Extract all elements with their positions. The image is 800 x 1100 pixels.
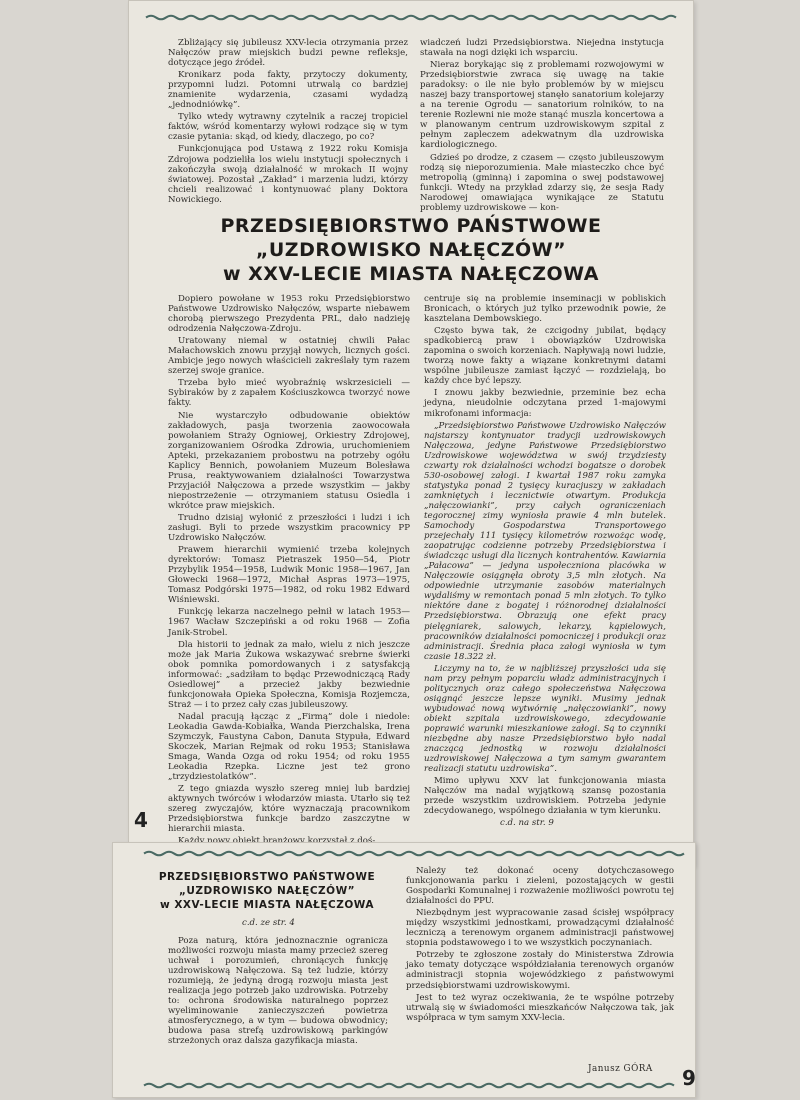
main-left-paragraph: Dla historii to jednak za mało, wielu z nich jeszcze może jak Maria Żukowa wskazywać srebrne świerki obok pomnika pomordowanych i z satysfakcją informować: „sadziłam to będąc Przewodniczącą Rady Osiedlowej” a przecież jakby bezwiednie funkcjonowała Opieka Społeczna, Komisja Rozjemcza, Straż — i to przez cały czas jubileuszowy. — [168, 639, 410, 710]
main-right-paragraph: centruje się na problemie inseminacji w pobliskich Bronicach, o których już tylko przewodnik powie, że kasztelana Dembowskiego. — [424, 294, 666, 325]
main-left-paragraph: Prawem hierarchii wymienić trzeba kolejnych dyrektorów: Tomasz Pietraszek 1950—54, Piotr Przybylik 1954—1958, Ludwik Monic 1958—1967, Jan Głowecki 1968—1972, Michał Aspras 1973—1975, Tomasz Podgórski 1975—1982, od roku 1982 Edward Wiśniewski. — [168, 545, 410, 606]
continuation-column-left — [168, 936, 388, 1056]
intro-left-paragraph: Tylko wtedy wytrawny czytelnik a raczej tropiciel faktów, wśród komentarzy wyłowi rodzące się w tym czasie pytania: skąd, od kiedy, dlaczego, po co? — [168, 112, 408, 143]
intro-right-paragraph: wiadczeń ludzi Przedsiębiorstwa. Niejedna instytucja stawała na nogi dzięki ich wsparciu. — [420, 38, 664, 59]
intro-left-paragraph: Kronikarz poda fakty, przytoczy dokumenty, przypomni ludzi. Potomni utrwalą co bardziej znamienite wydarzenia, czasami wydadzą „jednodniówkę”. — [168, 70, 408, 111]
article-headline — [138, 214, 684, 286]
decorative-border-top — [144, 850, 684, 857]
headline-line-3: w XXV-LECIE MIASTA NAŁĘCZOWA — [222, 263, 599, 285]
page-number: 9 — [682, 1066, 696, 1090]
continued-on-note: c.d. na str. 9 — [500, 818, 554, 828]
intro-left-paragraph: Funkcjonująca pod Ustawą z 1922 roku Komisja Zdrojowa podzieliła los wielu instytucji społecznych i zakończyła swoją działalność w mrokach II wojny światowej. Pozostał „Zakład” i marzenia ludzi, którzy chcieli realizować i kontynuować plany Doktora Nowickiego. — [168, 144, 408, 205]
main-column-right — [424, 294, 666, 817]
intro-column-right — [420, 38, 664, 218]
quoted-statement: „Przedsiębiorstwo Państwowe Uzdrowisko Nałęczów najstarszy kontynuator tradycji uzdrowiskowych Nałęczowa, jedyne Państwowe Przedsiębiorstwo Uzdrowiskowe województwa w swój trzydziesty czwarty rok działalności wchodzi bogatsze o dorobek 530-osobowej załogi. I kwartał 1987 roku zamyka statystyka ponad 2 tysięcy kuracjuszy w zakładach zamkniętych i lecznictwie otwartym. Produkcja „nałęczowianki”, przy całych ograniczeniach tegorocznej zimy wyniosła prawie 4 mln butelek. Samochody Gospodarstwa Transportowego przejechały 111 tysięcy kilometrów rozwożąc wodę, zaopatrując codzienne potrzeby Przedsiębiorstwa i świadcząc usługi dla licznych kontrahentów. Kawiarnia „Pałacowa” — jedyna uspołeczniona placówka w Nałęczowie osiągnęła obroty 3,5 mln złotych. Na odpowiednie utrzymanie zasobów materialnych wydaliśmy w remontach ponad 5 mln złotych. To tylko niektóre dane z bogatej i różnorodnej działalności Przedsiębiorstwa. Obrazują one efekt pracy pielęgniarek, salowych, lekarzy, kąpielowych, pracowników działalności pomocniczej i produkcji oraz administracji. Średnia płaca załogi wyniosła w tym czasie 18.322 zł. — [424, 420, 666, 662]
continuation-right-paragraph: Niezbędnym jest wypracowanie zasad ścisłej współpracy między wszystkimi jednostkami, prowadzącymi działalność leczniczą a terenowym organem administracji państwowej stopnia podstawowego i to we wszystkich poczynaniach. — [406, 908, 674, 949]
headline-line-2: „UZDROWISKO NAŁĘCZÓW” — [255, 239, 567, 261]
main-left-paragraph: Trzeba było mieć wyobraźnię wskrzesicieli — Sybiraków by z zapałem Kościuszkowca tworzyć nowe fakty. — [168, 378, 410, 409]
main-left-paragraph: Funkcję lekarza naczelnego pełnił w latach 1953—1967 Wacław Szczepiński a od roku 1968 — Zofia Janik-Strobel. — [168, 607, 410, 638]
main-column-left — [168, 294, 410, 835]
main-left-paragraph: Uratowany niemal w ostatniej chwili Pałac Małachowskich znowu przyjął nowych, licznych gości. Ambicje jego nowych właścicieli zakreślały tym razem szerzej swoje granice. — [168, 336, 410, 377]
page-number: 4 — [134, 808, 148, 832]
intro-column-left — [168, 38, 408, 238]
main-left-paragraph: Trudno dzisiaj wyłonić z przeszłości i ludzi i ich zasługi. Byli to przede wszystkim pracownicy PP Uzdrowisko Nałęczów. — [168, 512, 410, 544]
main-left-paragraph: Nadal pracują łącząc z „Firmą” dole i niedole: Leokadia Gawda-Kobiałka, Wanda Pierzchalska, Irena Szymczyk, Faustyna Cabon, Danuta Stypuła, Edward Skoczek, Marian Rejmak od roku 1953; Stanisława Smaga, Wanda Ozga od roku 1954; od roku 1955 Leokadia Rzepka. Liczne jest też grono „trzydziestolatków”. — [168, 711, 410, 783]
headline-line-1: PRZEDSIĘBIORSTWO PAŃSTWOWE — [158, 871, 376, 883]
intro-right-paragraph: Nieraz borykając się z problemami rozwojowymi w Przedsiębiorstwie zwraca się uwagę na takie paradoksy: o ile nie było problemów by w miejscu naszej bazy transportowej stanęło sanatorium kolejarzy a na terenie Ogrodu — sanatorium rolników, to na terenie Rozlewni nie może stanąć muszla koncertowa a w planowanym centrum uzdrowiskowym szpital z pełnym zapleczem adekwatnym dla uzdrowiska kardiologicznego. — [420, 60, 664, 151]
continuation-right-paragraph: Należy też dokonać oceny dotychczasowego funkcjonowania parku i zieleni, pozostających w gestii Gospodarki Komunalnej i rozważenie możliwości powrotu tej działalności do PPU. — [406, 866, 674, 907]
continuation-right-paragraph: Potrzeby te zgłoszone zostały do Ministerstwa Zdrowia jako tematy dotyczące współdziałania terenowych organów administracji stopnia wojewódzkiego z państwowymi przedsiębiorstwami uzdrowiskowymi. — [406, 950, 674, 991]
main-left-paragraph: Dopiero powołane w 1953 roku Przedsiębiorstwo Państwowe Uzdrowisko Nałęczów, wsparte niebawem chorobą pierwszego Prezydenta PRL, dało nadzieję odrodzenia Nałęczowa-Zdroju. — [168, 294, 410, 335]
author-signature: Janusz GÓRA — [588, 1064, 653, 1074]
decorative-border-bottom — [144, 1082, 674, 1089]
continued-from-note: c.d. ze str. 4 — [242, 918, 295, 928]
headline-line-3: w XXV-LECIE MIASTA NAŁĘCZOWA — [159, 899, 375, 911]
main-left-paragraph: Z tego gniazda wyszło szereg mniej lub bardziej aktywnych twórców i włodarzów miasta. Utarło się też szereg zwyczajów, które wyznaczają pracownikom Przedsiębiorstwa funkcje bardzo zaszczytne w hierarchii miasta. — [168, 784, 410, 835]
continuation-left-paragraph: Poza naturą, która jednoznacznie ogranicza możliwości rozwoju miasta mamy przecież szereg uchwał i porozumień, chroniących funkcję uzdrowiskową Nałęczowa. Są też ludzie, którzy rozumieją, że jedyną drogą rozwoju miasta jest realizacja jego potrzeb jako uzdrowiska. Potrzeby to: ochrona środowiska naturalnego poprzez wyeliminowanie zanieczyszczeń powietrza atmosferycznego, a w tym — budowa obwodnicy; budowa pasa strefą uzdrowiskową parkingów strzeżonych oraz dalsza gazyfikacja miasta. — [168, 936, 388, 1047]
main-right-paragraph: Często bywa tak, że czcigodny jubilat, będący spadkobiercą praw i obowiązków Uzdrowiska zapomina o swoich korzeniach. Napływają nowi ludzie, tworzą nowe fakty a wiązane konkretnymi datami wspólne jubileusze zamiast łączyć — rozdzielają, bo każdy chce być lepszy. — [424, 326, 666, 387]
bottom-clipping — [112, 842, 696, 1098]
headline-line-2: „UZDROWISKO NAŁĘCZÓW” — [178, 885, 356, 897]
quoted-statement: Liczymy na to, że w najbliższej przyszłości uda się nam przy pełnym poparciu władz administracyjnych i politycznych oraz całego społeczeństwa Nałęczowa osiągnąć jeszcze lepsze wyniki. Musimy jednak wybudować nową wytwórnię „nałęczowianki”, nowy obiekt szpitala uzdrowiskowego, zdecydowanie poprawić warunki mieszkaniowe załogi. Są to czynniki niezbędne aby nasze Przedsiębiorstwo było nadal znaczącą jednostką w rozwoju działalności uzdrowiskowej Nałęczowa a tym samym gwarantem realizacji statutu uzdrowiska”. — [424, 663, 666, 775]
continuation-column-right — [406, 866, 674, 1066]
continuation-right-paragraph: Jest to też wyraz oczekiwania, że te wspólne potrzeby utrwalą się w świadomości mieszkańców Nałęczowa tak, jak współpraca w tym samym XXV-lecia. — [406, 992, 674, 1023]
intro-left-paragraph: Zbliżający się jubileusz XXV-lecia otrzymania przez Nałęczów praw miejskich budzi pewne refleksje, dotyczące jego źródeł. — [168, 38, 408, 69]
headline-line-1: PRZEDSIĘBIORSTWO PAŃSTWOWE — [220, 215, 602, 237]
top-clipping — [128, 0, 694, 866]
continuation-headline — [152, 870, 382, 912]
main-right-paragraph: I znowu jakby bezwiednie, przeminie bez echa jedyna, nieudolnie odczytana przed 1-majowymi mikrofonami informacja: — [424, 388, 666, 419]
main-left-paragraph: Nie wystarczyło odbudowanie obiektów zakładowych, pasja tworzenia zaowocowała powołaniem Straży Ogniowej, Orkiestry Zdrojowej, zorganizowaniem Ośrodka Zdrowia, uruchomieniem Apteki, przekazaniem probostwu na potrzeby ogółu Kaplicy Bennich, powołaniem Muzeum Bolesława Prusa, reaktywowaniem działalności Towarzystwa Przyjaciół Nałęczowa a przede wszystkim — jakby niepostrzeżenie — otrzymaniem statusu Osiedla i wkrótce praw miejskich. — [168, 410, 410, 511]
main-right-paragraph: Mimo upływu XXV lat funkcjonowania miasta Nałęczów ma nadal wyjątkową szansę pozostania przede wszystkim uzdrowiskiem. Potrzeba jedynie zdecydowanego, wspólnego działania w tym kierunku. — [424, 776, 666, 817]
intro-right-paragraph: Gdzieś po drodze, z czasem — często jubileuszowym rodzą się nieporozumienia. Małe miasteczko chce być metropolią (gminną) i zapomina o swej podstawowej funkcji. Wtedy na przykład zdarzy się, że sesja Rady Narodowej omawiająca wynikające ze Statutu problemy uzdrowiskowe — kon- — [420, 152, 664, 213]
decorative-border-top — [146, 14, 676, 21]
